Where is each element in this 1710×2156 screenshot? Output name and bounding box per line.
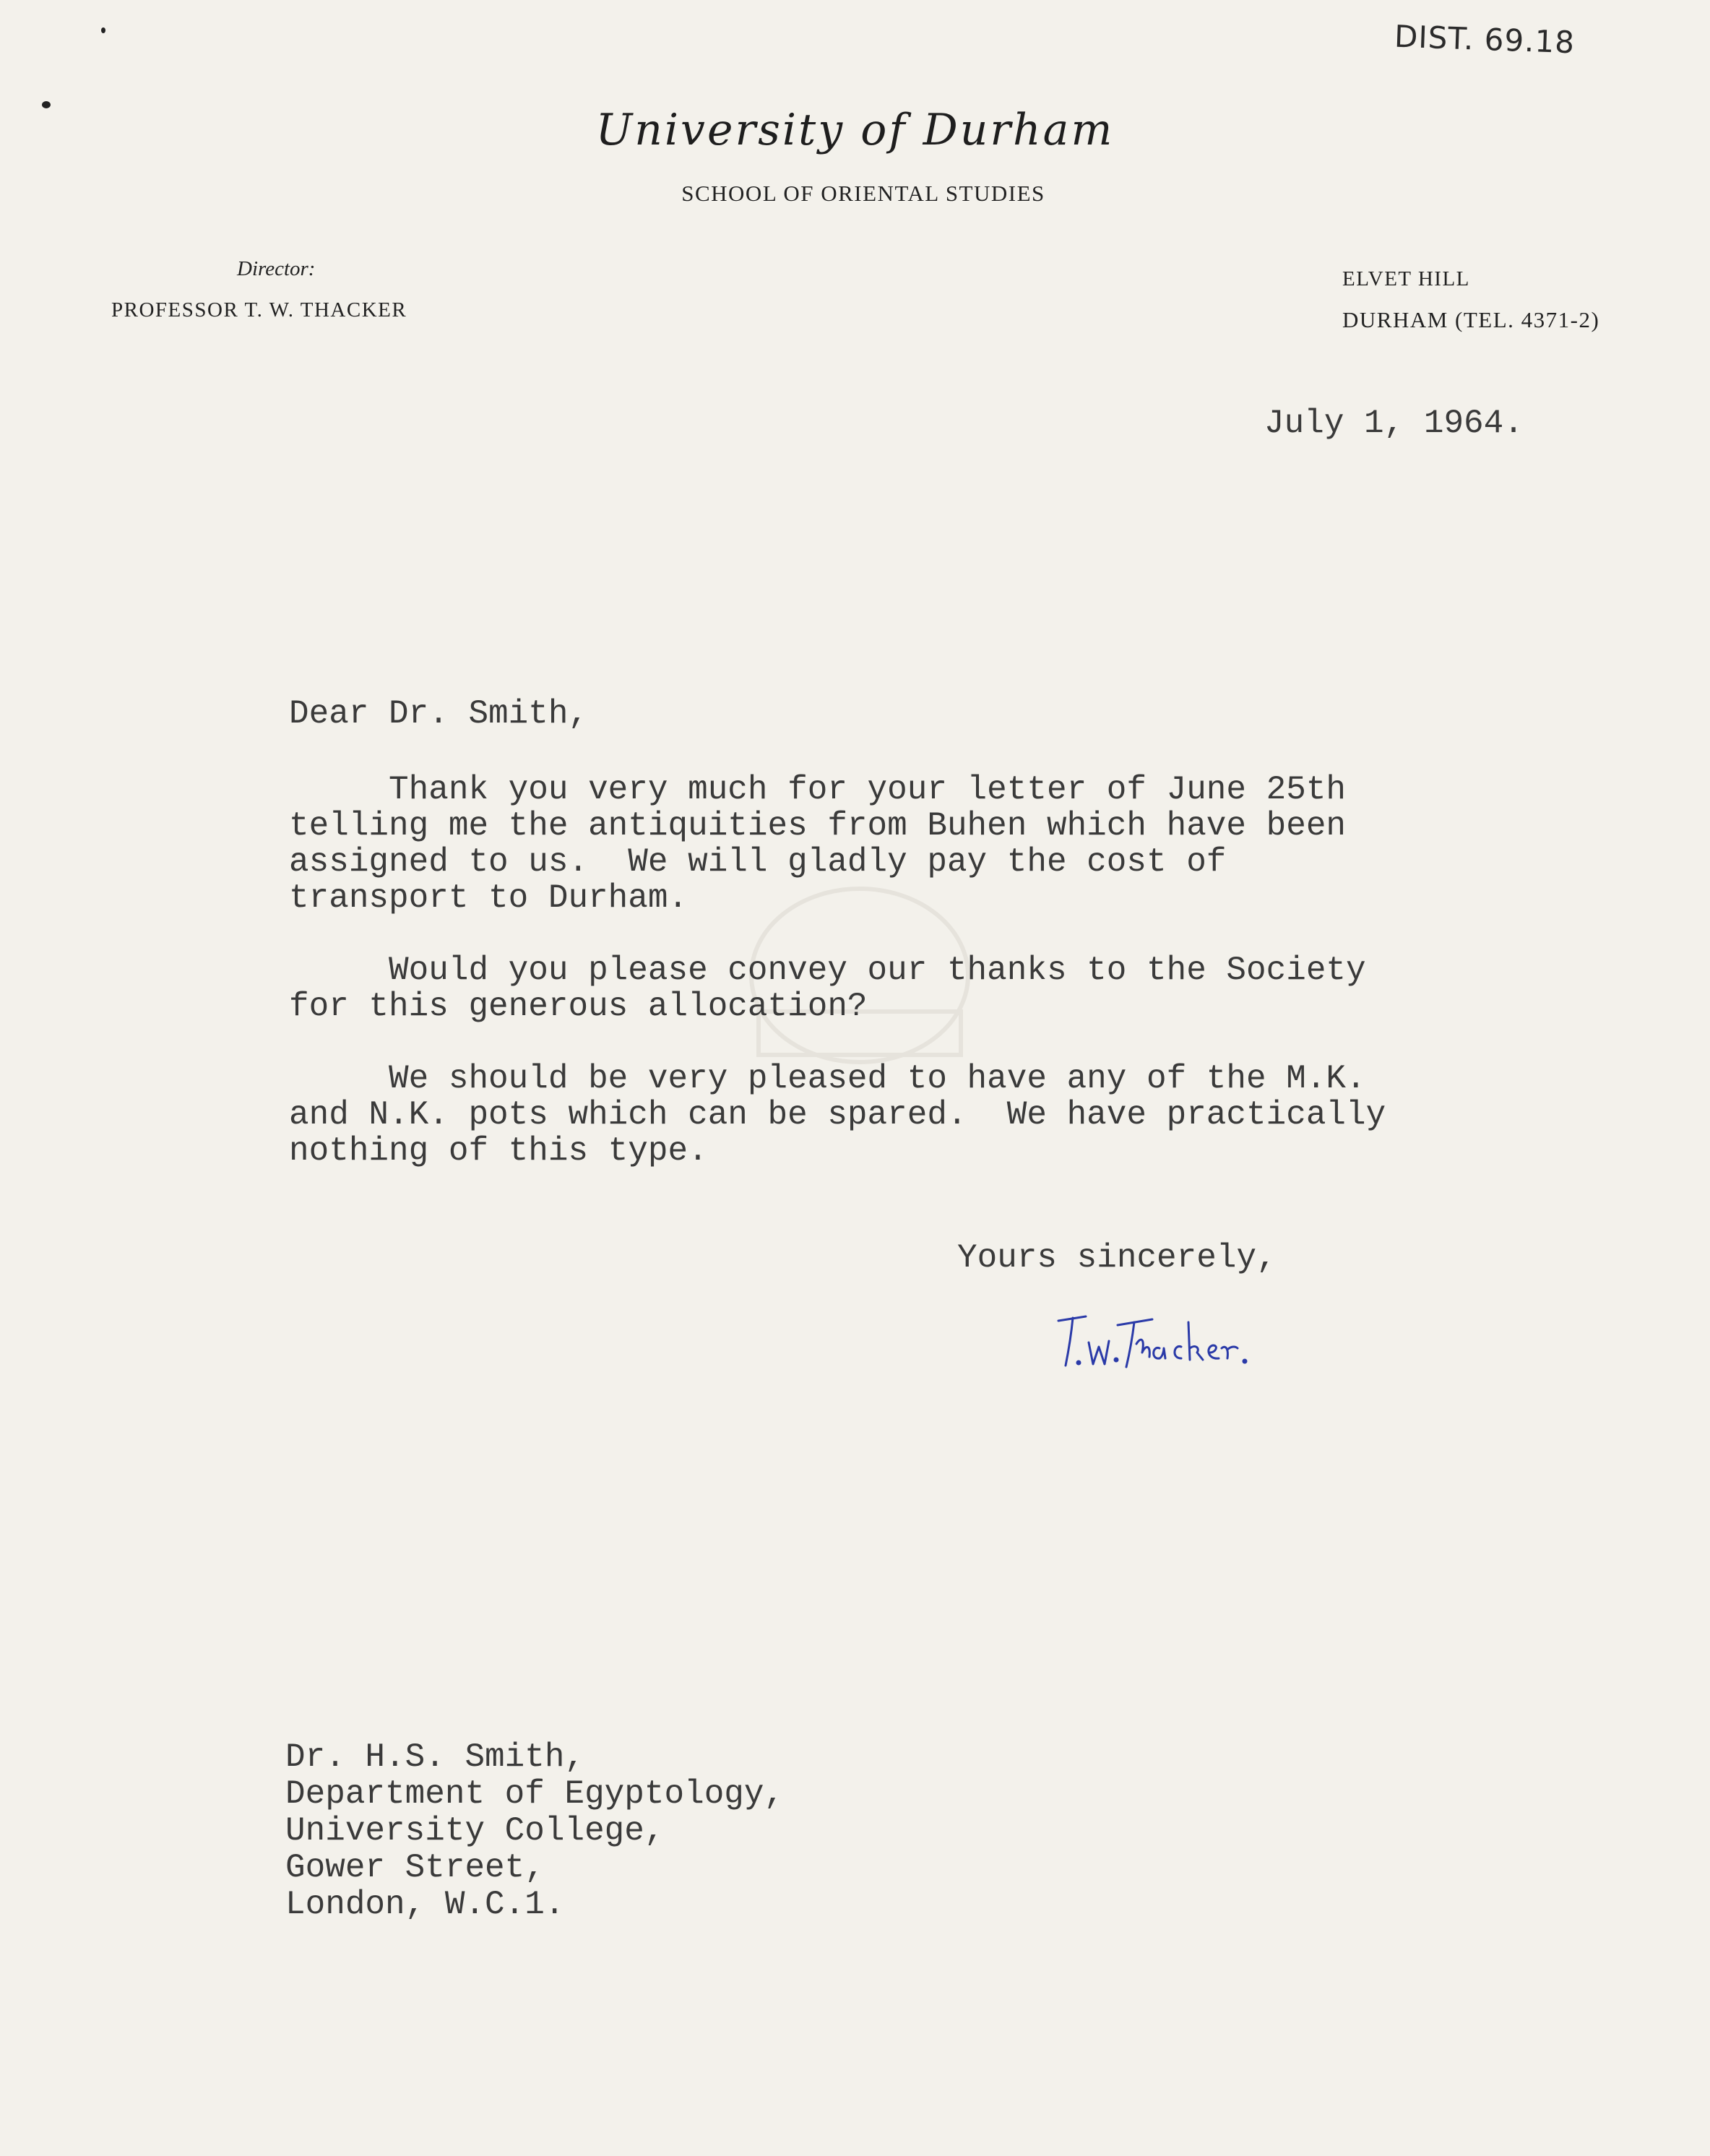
signature-drawing: [1051, 1301, 1253, 1380]
handwritten-signature: [1051, 1301, 1253, 1380]
letter-date: July 1, 1964.: [1264, 405, 1524, 442]
sender-address-line1: ELVET HILL: [1342, 267, 1470, 290]
body-paragraph-1: Thank you very much for your letter of June 25th telling me the antiquities from Buhen which have been assigned to us. We will gladly pay the cost of transport to Durham.: [289, 771, 1347, 917]
body-paragraph-3: We should be very pleased to have any of the M.K. and N.K. pots which can be spared. We have practically nothing of this type.: [289, 1060, 1386, 1170]
salutation: Dear Dr. Smith,: [289, 695, 589, 733]
archive-reference-mark: DIST. 69.18: [1394, 18, 1576, 61]
director-name: PROFESSOR T. W. THACKER: [111, 298, 407, 322]
sender-address-line2: DURHAM (TEL. 4371-2): [1342, 307, 1600, 332]
institution-name: University of Durham: [595, 105, 1115, 155]
school-name: SCHOOL OF ORIENTAL STUDIES: [681, 181, 1045, 206]
director-label: Director:: [237, 257, 316, 280]
paper-speck: [101, 27, 105, 33]
closing: Yours sincerely,: [957, 1239, 1277, 1277]
recipient-address: Dr. H.S. Smith, Department of Egyptology, University College, Gower Street, London, W.C.1.: [285, 1738, 785, 1923]
body-paragraph-2: Would you please convey our thanks to the Society for this generous allocation?: [289, 952, 1366, 1025]
